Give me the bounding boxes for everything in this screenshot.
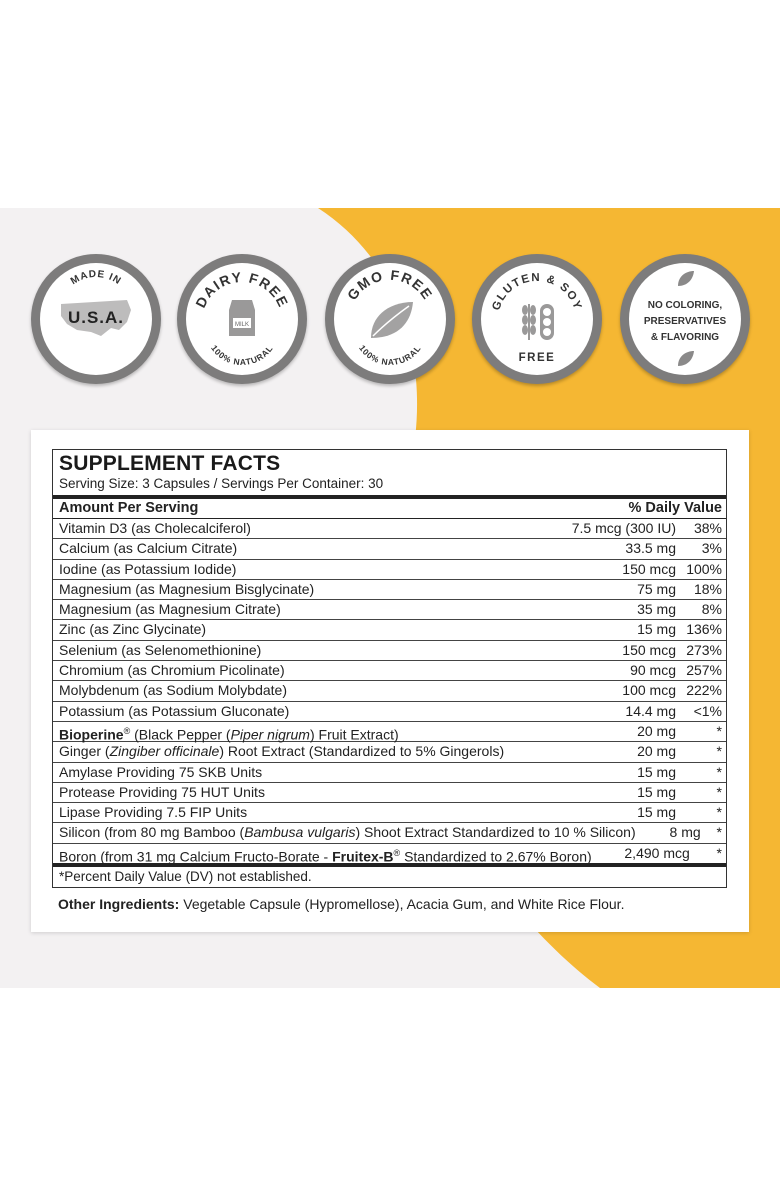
nutrient-daily-value: 273% <box>686 641 722 658</box>
nutrient-name: Protease Providing 75 HUT Units <box>59 783 265 800</box>
supplement-facts-table <box>52 449 727 888</box>
facts-rows <box>53 519 726 867</box>
facts-row <box>53 641 726 661</box>
wheat-soy-icon <box>522 304 554 340</box>
facts-row <box>53 519 726 539</box>
nutrient-name: Selenium (as Selenomethionine) <box>59 641 262 658</box>
facts-row <box>53 722 726 742</box>
nutrient-name <box>59 844 592 863</box>
facts-row <box>53 702 726 722</box>
nutrient-name: Magnesium (as Magnesium Bisglycinate) <box>59 580 315 597</box>
nutrient-name-part: Bambusa vulgaris <box>244 824 356 841</box>
supplement-panel <box>31 430 749 932</box>
nutrient-amount: 33.5 mg <box>625 540 676 557</box>
nutrient-name <box>59 823 636 842</box>
nutrient-daily-value: * <box>716 783 722 800</box>
badge-no-coloring <box>620 254 750 384</box>
nutrient-amount: 14.4 mg <box>625 702 676 719</box>
nutrient-name-part: Silicon (from 80 mg Bamboo ( <box>59 824 245 841</box>
nutrient-name-part: Standardized to 2.67% Boron) <box>400 848 592 865</box>
other-ingredients-label: Other Ingredients: <box>58 896 180 912</box>
nutrient-name-part: Zingiber officinale <box>109 743 220 760</box>
facts-row <box>53 803 726 823</box>
nutrient-daily-value: 222% <box>686 682 722 699</box>
footnote: *Percent Daily Value (DV) not established. <box>59 869 312 885</box>
nutrient-amount: 150 mcg <box>622 641 676 658</box>
nutrient-daily-value: * <box>716 763 722 780</box>
facts-row <box>53 844 726 867</box>
nutrient-name-part: ) Root Extract (Standardized to 5% Gingerols) <box>219 743 505 760</box>
nutrient-amount: 35 mg <box>637 601 676 618</box>
milk-carton-icon <box>229 300 255 336</box>
nutrient-amount: 8 mg <box>669 824 701 841</box>
badge-bottom-text: 100% NATURAL <box>357 343 423 368</box>
facts-header <box>53 499 726 519</box>
svg-text:MADE IN <box>69 269 123 287</box>
nutrient-amount: 15 mg <box>637 804 676 821</box>
carton-label: MILK <box>234 322 250 328</box>
facts-title: SUPPLEMENT FACTS <box>59 452 281 475</box>
nutrient-amount: 150 mcg <box>622 560 676 577</box>
nutrient-daily-value: 136% <box>686 621 722 638</box>
badge-top-text: MADE IN <box>68 268 124 288</box>
nutrient-amount: 20 mg <box>637 743 676 760</box>
nutrient-amount: 7.5 mcg (300 IU) <box>571 520 676 536</box>
nutrient-name-part: ) Fruit Extract) <box>309 726 399 743</box>
nutrient-name: Calcium (as Calcium Citrate) <box>59 540 238 557</box>
nutrient-name: Iodine (as Potassium Iodide) <box>59 560 237 577</box>
badge-bottom-text: 100% NATURAL <box>209 343 275 368</box>
nutrient-name-part: Fruitex-B <box>332 848 394 865</box>
nutrient-daily-value: * <box>716 824 722 841</box>
nutrient-name: Chromium (as Chromium Picolinate) <box>59 662 285 679</box>
nutrient-amount: 15 mg <box>637 763 676 780</box>
badge-line-1: NO COLORING, <box>647 300 723 311</box>
nutrient-name <box>59 722 536 741</box>
nutrient-amount: 15 mg <box>637 621 676 638</box>
nutrient-daily-value: 38% <box>693 520 722 536</box>
nutrient-daily-value: * <box>716 844 722 861</box>
other-ingredients-text: Vegetable Capsule (Hypromellose), Acacia Gum, and White Rice Flour. <box>179 896 625 912</box>
svg-text:100% NATURAL <box>209 343 275 367</box>
nutrient-daily-value: 18% <box>693 580 722 597</box>
nutrient-name: Vitamin D3 (as Cholecalciferol) <box>59 520 251 536</box>
badge-made-in-usa <box>31 254 161 384</box>
badge-dairy-free <box>177 254 307 384</box>
facts-row <box>53 742 726 762</box>
nutrient-amount: 75 mg <box>637 580 676 597</box>
nutrient-daily-value: 8% <box>701 601 722 618</box>
facts-row <box>53 823 726 843</box>
nutrient-name-part: ® <box>393 847 401 858</box>
nutrient-name <box>59 742 536 761</box>
badge-top-text: DAIRY FREE <box>192 268 292 311</box>
serving-info: Serving Size: 3 Capsules / Servings Per Container: 30 <box>53 476 726 499</box>
facts-row <box>53 620 726 640</box>
nutrient-amount: 20 mg <box>637 722 676 739</box>
facts-row <box>53 539 726 559</box>
nutrient-amount: 2,490 mcg <box>624 844 690 861</box>
header-daily-value: % Daily Value <box>628 500 722 516</box>
svg-text:100% NATURAL <box>357 343 423 367</box>
nutrient-name-part: (Black Pepper ( <box>130 726 231 743</box>
nutrient-name: Potassium (as Potassium Gluconate) <box>59 702 290 719</box>
nutrient-name-part: Piper nigrum <box>230 726 310 743</box>
other-ingredients <box>58 896 624 912</box>
nutrient-amount: 90 mcg <box>630 662 676 679</box>
nutrient-daily-value: * <box>716 743 722 760</box>
svg-text:GMO FREE <box>344 267 436 303</box>
nutrient-daily-value: * <box>716 804 722 821</box>
nutrient-name: Lipase Providing 7.5 FIP Units <box>59 804 248 821</box>
nutrient-name-part: Ginger ( <box>59 743 110 760</box>
nutrient-name: Magnesium (as Magnesium Citrate) <box>59 601 281 618</box>
nutrient-name: Molybdenum (as Sodium Molybdate) <box>59 682 287 699</box>
nutrient-name-part: Boron (from 31 mg Calcium Fructo-Borate - <box>59 848 333 865</box>
nutrient-daily-value: 100% <box>686 560 722 577</box>
nutrient-name: Amylase Providing 75 SKB Units <box>59 763 263 780</box>
facts-row <box>53 661 726 681</box>
nutrient-daily-value: 3% <box>701 540 722 557</box>
badge-line-3: & FLAVORING <box>650 332 720 343</box>
header-amount-per-serving: Amount Per Serving <box>59 500 199 516</box>
badge-top-text: GMO FREE <box>343 266 437 303</box>
nutrient-daily-value: 257% <box>686 662 722 679</box>
badge-gluten-soy-free <box>472 254 602 384</box>
badge-bottom-text: FREE <box>518 352 556 364</box>
leaf-icon <box>371 302 413 338</box>
facts-row <box>53 580 726 600</box>
nutrient-daily-value: <1% <box>693 702 722 719</box>
badge-row <box>0 254 780 384</box>
badge-main-text: U.S.A. <box>67 308 125 327</box>
nutrient-name-part: ® <box>123 725 131 736</box>
nutrient-name-part: Bioperine <box>59 726 124 743</box>
facts-row <box>53 783 726 803</box>
svg-text:GLUTEN & SOY <box>490 272 583 312</box>
facts-row <box>53 560 726 580</box>
facts-row <box>53 600 726 620</box>
nutrient-name: Zinc (as Zinc Glycinate) <box>59 621 207 638</box>
nutrient-daily-value: * <box>716 722 722 739</box>
nutrient-name-part: ) Shoot Extract Standardized to 10 % Silicon) <box>355 824 636 841</box>
badge-top-text: GLUTEN & SOY <box>490 271 584 313</box>
nutrient-amount: 100 mcg <box>622 682 676 699</box>
nutrient-amount: 15 mg <box>637 783 676 800</box>
facts-row <box>53 763 726 783</box>
facts-row <box>53 681 726 701</box>
badge-line-2: PRESERVATIVES <box>643 316 727 327</box>
badge-gmo-free <box>325 254 455 384</box>
